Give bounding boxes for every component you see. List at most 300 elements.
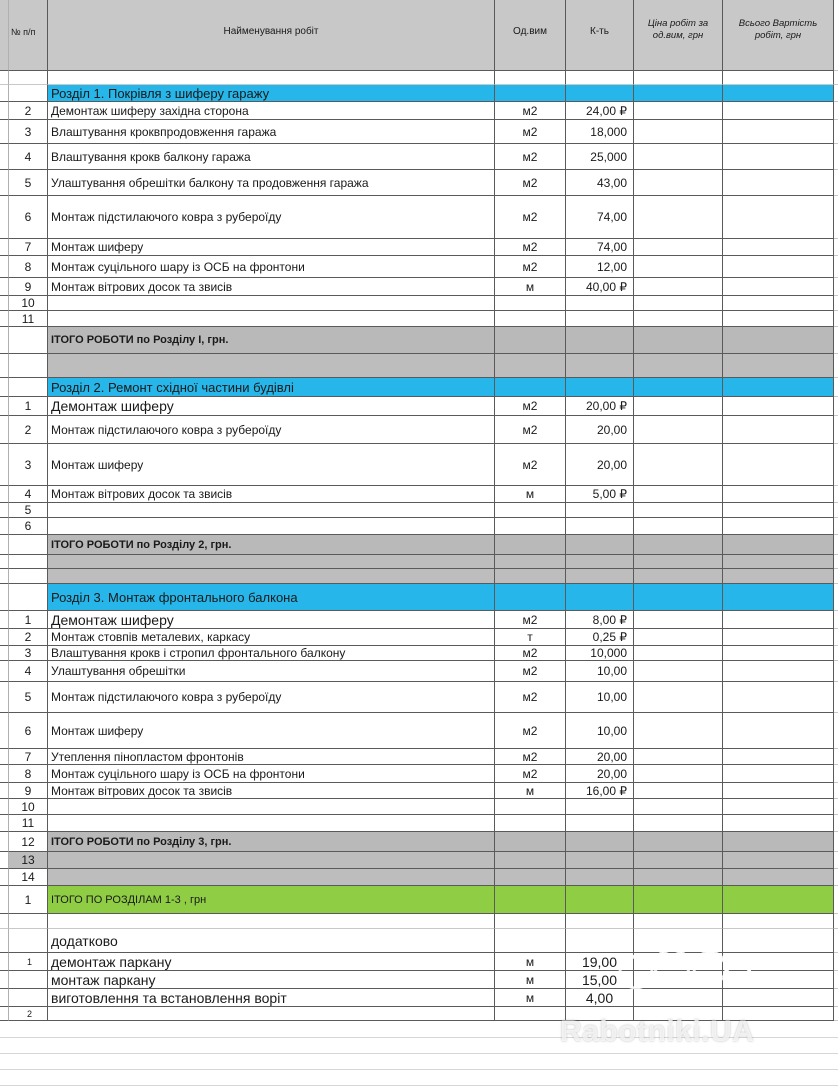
header-number[interactable]: № п/п (9, 0, 48, 71)
cell-work-name[interactable] (48, 852, 495, 869)
cell-work-name[interactable]: ІТОГО РОБОТИ по Розділу 3, грн. (48, 832, 495, 852)
cell-quantity[interactable] (566, 327, 634, 354)
header-unit-price[interactable]: Ціна робіт за од.вим, грн (634, 0, 723, 71)
cell-number[interactable]: 3 (9, 444, 48, 486)
cell-number[interactable]: 9 (9, 278, 48, 296)
cell-quantity[interactable]: 16,00 ₽ (566, 783, 634, 799)
cell-unit[interactable]: м2 (495, 239, 566, 256)
cell-unit[interactable]: м (495, 971, 566, 989)
cell-work-name[interactable]: Влаштування кроквпродовження гаража (48, 120, 495, 144)
cell-unit[interactable] (495, 886, 566, 914)
cell-work-name[interactable]: демонтаж паркану (48, 953, 495, 971)
cell-number[interactable]: 7 (9, 239, 48, 256)
cell-quantity[interactable]: 20,00 (566, 444, 634, 486)
cell-number[interactable]: 1 (9, 953, 48, 971)
cell-unit[interactable]: м2 (495, 120, 566, 144)
cell-quantity[interactable]: 20,00 (566, 765, 634, 783)
cell-unit[interactable] (495, 85, 566, 102)
cell-unit-price[interactable] (634, 555, 723, 569)
cell-unit[interactable]: м2 (495, 611, 566, 629)
cell-total-cost[interactable] (723, 85, 834, 102)
cell-unit[interactable] (495, 354, 566, 378)
cell-quantity[interactable] (566, 354, 634, 378)
cell-total-cost[interactable] (723, 102, 834, 120)
cell-total-cost[interactable] (723, 378, 834, 397)
cell-quantity[interactable] (566, 869, 634, 886)
cell-quantity[interactable] (566, 832, 634, 852)
cell-work-name[interactable]: Монтаж шиферу (48, 239, 495, 256)
cell-work-name[interactable]: Розділ 2. Ремонт східної частини будівлі (48, 378, 495, 397)
cell-unit-price[interactable] (634, 611, 723, 629)
row-gutter (0, 929, 9, 953)
cell-quantity[interactable]: 10,000 (566, 646, 634, 661)
cell-number[interactable]: 10 (9, 296, 48, 311)
cell-work-name[interactable]: Монтаж суцільного шару із ОСБ на фронтони (48, 256, 495, 278)
cell-unit-price[interactable] (634, 327, 723, 354)
cell-work-name[interactable]: Монтаж підстилаючого ковра з рубероїду (48, 196, 495, 239)
cell-unit[interactable] (495, 584, 566, 611)
cell-number[interactable]: 3 (9, 120, 48, 144)
cell-quantity[interactable]: 5,00 ₽ (566, 486, 634, 503)
cell-quantity[interactable]: 19,00 (566, 953, 634, 971)
cell-total-cost[interactable] (723, 765, 834, 783)
cell-total-cost[interactable] (723, 196, 834, 239)
cell-unit-price[interactable] (634, 378, 723, 397)
cell-unit-price[interactable] (634, 354, 723, 378)
table-row (0, 611, 838, 629)
cell-total-cost[interactable] (723, 486, 834, 503)
cell-work-name[interactable] (48, 815, 495, 832)
cell-work-name[interactable]: Монтаж суцільного шару із ОСБ на фронтони (48, 765, 495, 783)
row-gutter (0, 661, 9, 682)
row-gutter (0, 569, 9, 584)
cell-number[interactable]: 7 (9, 749, 48, 765)
cell-unit-price[interactable] (634, 852, 723, 869)
cell-total-cost[interactable] (723, 120, 834, 144)
cell-total-cost[interactable] (723, 327, 834, 354)
cell-work-name[interactable]: Улаштування обрешітки балкону та продовження гаража (48, 170, 495, 196)
header-total-cost[interactable]: Всього Вартість робіт, грн (723, 0, 834, 71)
cell-total-cost[interactable] (723, 584, 834, 611)
cell-unit[interactable]: м2 (495, 170, 566, 196)
cell-unit[interactable] (495, 799, 566, 815)
cell-work-name[interactable]: Монтаж підстилаючого ковра з рубероїду (48, 416, 495, 444)
cell-number[interactable] (9, 971, 48, 989)
cell-unit[interactable]: м2 (495, 416, 566, 444)
cell-unit-price[interactable] (634, 569, 723, 584)
empty-grid-line (0, 1053, 838, 1054)
cell-unit[interactable]: м (495, 278, 566, 296)
cell-number[interactable] (9, 354, 48, 378)
cell-work-name[interactable] (48, 555, 495, 569)
row-gutter (0, 196, 9, 239)
row-gutter (0, 354, 9, 378)
cell-number[interactable]: 6 (9, 713, 48, 749)
cell-total-cost[interactable] (723, 555, 834, 569)
table-header (0, 0, 838, 71)
cell-unit[interactable]: м (495, 953, 566, 971)
cell-unit-price[interactable] (634, 886, 723, 914)
cell-quantity[interactable]: 12,00 (566, 256, 634, 278)
cell-unit-price[interactable] (634, 486, 723, 503)
cell-unit-price[interactable] (634, 661, 723, 682)
cell-number[interactable] (9, 555, 48, 569)
row-gutter (0, 503, 9, 518)
cell-unit[interactable] (495, 71, 566, 85)
cell-unit[interactable]: м2 (495, 765, 566, 783)
cell-number[interactable]: 1 (9, 611, 48, 629)
cell-unit[interactable] (495, 815, 566, 832)
cell-number[interactable]: 12 (9, 832, 48, 852)
cell-quantity[interactable]: 8,00 ₽ (566, 611, 634, 629)
cell-unit[interactable] (495, 378, 566, 397)
cell-number[interactable]: 6 (9, 518, 48, 535)
cell-work-name[interactable]: монтаж паркану (48, 971, 495, 989)
cell-unit-price[interactable] (634, 914, 723, 929)
cell-number[interactable]: 4 (9, 486, 48, 503)
cell-unit[interactable]: м2 (495, 196, 566, 239)
cell-number[interactable] (9, 989, 48, 1007)
cell-unit-price[interactable] (634, 869, 723, 886)
table-row (0, 486, 838, 503)
cell-quantity[interactable]: 74,00 (566, 239, 634, 256)
cell-number[interactable] (9, 327, 48, 354)
cell-unit[interactable]: м2 (495, 444, 566, 486)
cell-quantity[interactable]: 20,00 ₽ (566, 397, 634, 416)
cell-unit-price[interactable] (634, 170, 723, 196)
cell-quantity[interactable] (566, 85, 634, 102)
cell-quantity[interactable]: 10,00 (566, 713, 634, 749)
cell-unit[interactable] (495, 518, 566, 535)
cell-unit[interactable]: м2 (495, 256, 566, 278)
section-row (0, 584, 838, 611)
cell-work-name[interactable]: Розділ 3. Монтаж фронтального балкона (48, 584, 495, 611)
cell-quantity[interactable] (566, 569, 634, 584)
cell-number[interactable] (9, 71, 48, 85)
cell-number[interactable]: 6 (9, 196, 48, 239)
cell-unit-price[interactable] (634, 120, 723, 144)
cell-unit[interactable] (495, 1007, 566, 1021)
cell-total-cost[interactable] (723, 535, 834, 555)
cell-quantity[interactable] (566, 584, 634, 611)
cell-quantity[interactable] (566, 503, 634, 518)
table-row (0, 120, 838, 144)
cell-number[interactable] (9, 378, 48, 397)
cell-work-name[interactable] (48, 311, 495, 327)
cell-total-cost[interactable] (723, 170, 834, 196)
cell-unit[interactable] (495, 929, 566, 953)
cell-unit-price[interactable] (634, 629, 723, 646)
cell-quantity[interactable] (566, 799, 634, 815)
cell-total-cost[interactable] (723, 611, 834, 629)
cell-work-name[interactable] (48, 71, 495, 85)
cell-total-cost[interactable] (723, 646, 834, 661)
row-gutter (0, 397, 9, 416)
table-row (0, 783, 838, 799)
cell-unit[interactable] (495, 914, 566, 929)
cell-unit[interactable] (495, 535, 566, 555)
cell-number[interactable] (9, 569, 48, 584)
cell-total-cost[interactable] (723, 749, 834, 765)
header-work-name[interactable]: Найменування робіт (48, 0, 495, 71)
cell-number[interactable]: 5 (9, 503, 48, 518)
cell-total-cost[interactable] (723, 852, 834, 869)
cell-number[interactable]: 13 (9, 852, 48, 869)
row-gutter (0, 852, 9, 869)
cell-number[interactable]: 1 (9, 397, 48, 416)
cell-unit-price[interactable] (634, 799, 723, 815)
cell-unit[interactable] (495, 569, 566, 584)
header-quantity[interactable]: К-ть (566, 0, 634, 71)
cell-unit-price[interactable] (634, 815, 723, 832)
cell-total-cost[interactable] (723, 397, 834, 416)
cell-unit[interactable]: м2 (495, 749, 566, 765)
cell-total-cost[interactable] (723, 629, 834, 646)
cell-unit-price[interactable] (634, 239, 723, 256)
cell-work-name[interactable]: Монтаж шиферу (48, 444, 495, 486)
cell-quantity[interactable]: 10,00 (566, 661, 634, 682)
cell-number[interactable] (9, 584, 48, 611)
cell-total-cost[interactable] (723, 569, 834, 584)
cell-unit-price[interactable] (634, 713, 723, 749)
cell-unit-price[interactable] (634, 832, 723, 852)
row-gutter (0, 584, 9, 611)
row-gutter (0, 765, 9, 783)
cell-quantity[interactable] (566, 518, 634, 535)
cell-work-name[interactable] (48, 869, 495, 886)
table-row (0, 629, 838, 646)
cell-number[interactable]: 8 (9, 765, 48, 783)
cell-number[interactable] (9, 535, 48, 555)
cell-unit[interactable]: м2 (495, 102, 566, 120)
cell-number[interactable]: 10 (9, 799, 48, 815)
cell-unit[interactable] (495, 311, 566, 327)
cell-work-name[interactable]: виготовлення та встановлення воріт (48, 989, 495, 1007)
cell-number[interactable]: 1 (9, 886, 48, 914)
cell-unit-price[interactable] (634, 311, 723, 327)
cell-unit[interactable] (495, 555, 566, 569)
cell-total-cost[interactable] (723, 444, 834, 486)
section-total-row (0, 327, 838, 354)
cell-quantity[interactable] (566, 914, 634, 929)
cell-number[interactable]: 2 (9, 102, 48, 120)
cell-number[interactable]: 2 (9, 629, 48, 646)
cell-unit-price[interactable] (634, 503, 723, 518)
cell-unit[interactable]: м2 (495, 682, 566, 713)
cell-quantity[interactable] (566, 886, 634, 914)
cell-total-cost[interactable] (723, 815, 834, 832)
cell-work-name[interactable]: Монтаж шиферу (48, 713, 495, 749)
cell-unit[interactable]: м2 (495, 397, 566, 416)
cell-total-cost[interactable] (723, 799, 834, 815)
cell-total-cost[interactable] (723, 354, 834, 378)
cell-number[interactable] (9, 85, 48, 102)
cell-number[interactable]: 14 (9, 869, 48, 886)
cell-work-name[interactable]: ІТОГО ПО РОЗДІЛАМ 1-3 , грн (48, 886, 495, 914)
table-row (0, 555, 838, 569)
cell-unit[interactable]: т (495, 629, 566, 646)
cell-unit[interactable]: м2 (495, 661, 566, 682)
table-row (0, 102, 838, 120)
cell-number[interactable]: 2 (9, 1007, 48, 1021)
cell-unit-price[interactable] (634, 535, 723, 555)
cell-quantity[interactable] (566, 378, 634, 397)
cell-work-name[interactable] (48, 296, 495, 311)
table-row (0, 71, 838, 85)
row-gutter (0, 783, 9, 799)
cell-quantity[interactable] (566, 535, 634, 555)
cell-unit[interactable] (495, 832, 566, 852)
cell-unit[interactable]: м (495, 486, 566, 503)
cell-unit-price[interactable] (634, 256, 723, 278)
cell-work-name[interactable]: Монтаж вітрових досок та звисів (48, 278, 495, 296)
cell-unit[interactable]: м2 (495, 144, 566, 170)
cell-unit-price[interactable] (634, 518, 723, 535)
cell-unit[interactable] (495, 852, 566, 869)
cell-quantity[interactable]: 18,000 (566, 120, 634, 144)
cell-number[interactable] (9, 929, 48, 953)
cell-work-name[interactable]: додатково (48, 929, 495, 953)
cell-work-name[interactable]: Демонтаж шиферу західна сторона (48, 102, 495, 120)
cell-work-name[interactable] (48, 1007, 495, 1021)
cell-work-name[interactable] (48, 799, 495, 815)
cell-work-name[interactable]: Монтаж стовпів металевих, каркасу (48, 629, 495, 646)
cell-work-name[interactable]: Розділ 1. Покрівля з шиферу гаражу (48, 85, 495, 102)
cell-work-name[interactable]: ІТОГО РОБОТИ по Розділу 2, грн. (48, 535, 495, 555)
row-gutter (0, 1007, 9, 1021)
cell-total-cost[interactable] (723, 239, 834, 256)
cell-work-name[interactable]: Монтаж підстилаючого ковра з рубероїду (48, 682, 495, 713)
cell-unit[interactable] (495, 296, 566, 311)
cell-quantity[interactable] (566, 555, 634, 569)
cell-quantity[interactable]: 20,00 (566, 416, 634, 444)
cell-total-cost[interactable] (723, 886, 834, 914)
cell-work-name[interactable]: Улаштування обрешітки (48, 661, 495, 682)
cell-unit-price[interactable] (634, 682, 723, 713)
cell-work-name[interactable]: Монтаж вітрових досок та звисів (48, 783, 495, 799)
cell-total-cost[interactable] (723, 503, 834, 518)
table-row (0, 444, 838, 486)
cell-unit-price[interactable] (634, 584, 723, 611)
cell-total-cost[interactable] (723, 661, 834, 682)
cell-unit-price[interactable] (634, 749, 723, 765)
cell-work-name[interactable]: Влаштування крокв і стропил фронтального балкону (48, 646, 495, 661)
cell-number[interactable] (9, 914, 48, 929)
cell-unit-price[interactable] (634, 397, 723, 416)
cell-unit[interactable] (495, 503, 566, 518)
row-gutter (0, 832, 9, 852)
cell-quantity[interactable]: 40,00 ₽ (566, 278, 634, 296)
cell-total-cost[interactable] (723, 278, 834, 296)
cell-work-name[interactable]: Монтаж вітрових досок та звисів (48, 486, 495, 503)
cell-total-cost[interactable] (723, 71, 834, 85)
table-row (0, 311, 838, 327)
cell-number[interactable]: 11 (9, 311, 48, 327)
cell-number[interactable]: 3 (9, 646, 48, 661)
cell-unit-price[interactable] (634, 71, 723, 85)
cell-quantity[interactable] (566, 815, 634, 832)
cell-unit[interactable]: м (495, 783, 566, 799)
cell-unit[interactable]: м2 (495, 646, 566, 661)
cell-unit-price[interactable] (634, 646, 723, 661)
cell-quantity[interactable] (566, 71, 634, 85)
row-gutter (0, 239, 9, 256)
cell-unit-price[interactable] (634, 416, 723, 444)
cell-unit-price[interactable] (634, 196, 723, 239)
cell-unit[interactable]: м2 (495, 713, 566, 749)
cell-work-name[interactable]: Демонтаж шиферу (48, 397, 495, 416)
cell-quantity[interactable] (566, 852, 634, 869)
cell-quantity[interactable]: 20,00 (566, 749, 634, 765)
cell-total-cost[interactable] (723, 869, 834, 886)
cell-quantity[interactable]: 15,00 (566, 971, 634, 989)
row-gutter (0, 311, 9, 327)
cell-total-cost[interactable] (723, 713, 834, 749)
cell-unit-price[interactable] (634, 278, 723, 296)
cell-number[interactable]: 4 (9, 661, 48, 682)
cell-unit-price[interactable] (634, 783, 723, 799)
cell-quantity[interactable]: 24,00 ₽ (566, 102, 634, 120)
cell-unit[interactable] (495, 327, 566, 354)
cell-quantity[interactable]: 43,00 (566, 170, 634, 196)
cell-unit-price[interactable] (634, 85, 723, 102)
cell-total-cost[interactable] (723, 518, 834, 535)
cell-work-name[interactable]: ІТОГО РОБОТИ по Розділу І, грн. (48, 327, 495, 354)
cell-work-name[interactable] (48, 518, 495, 535)
cell-unit[interactable] (495, 869, 566, 886)
cell-quantity[interactable]: 10,00 (566, 682, 634, 713)
cell-total-cost[interactable] (723, 311, 834, 327)
cell-work-name[interactable]: Демонтаж шиферу (48, 611, 495, 629)
cell-unit-price[interactable] (634, 765, 723, 783)
cell-total-cost[interactable] (723, 682, 834, 713)
cell-unit-price[interactable] (634, 144, 723, 170)
cell-unit[interactable]: м (495, 989, 566, 1007)
cell-total-cost[interactable] (723, 914, 834, 929)
cell-unit-price[interactable] (634, 444, 723, 486)
cell-quantity[interactable]: 4,00 (566, 989, 634, 1007)
cell-quantity[interactable]: 25,000 (566, 144, 634, 170)
cell-number[interactable]: 5 (9, 170, 48, 196)
cell-unit-price[interactable] (634, 296, 723, 311)
cell-number[interactable]: 9 (9, 783, 48, 799)
cell-quantity[interactable] (566, 311, 634, 327)
cell-number[interactable]: 4 (9, 144, 48, 170)
cell-number[interactable]: 5 (9, 682, 48, 713)
cell-total-cost[interactable] (723, 783, 834, 799)
cell-work-name[interactable]: Влаштування крокв балкону гаража (48, 144, 495, 170)
cell-number[interactable]: 2 (9, 416, 48, 444)
cell-number[interactable]: 8 (9, 256, 48, 278)
cell-work-name[interactable] (48, 569, 495, 584)
cell-quantity[interactable]: 74,00 (566, 196, 634, 239)
table-row (0, 852, 838, 869)
cell-quantity[interactable]: 0,25 ₽ (566, 629, 634, 646)
cell-number[interactable]: 11 (9, 815, 48, 832)
header-unit[interactable]: Од.вим (495, 0, 566, 71)
cell-work-name[interactable] (48, 914, 495, 929)
cell-work-name[interactable] (48, 503, 495, 518)
cell-quantity[interactable] (566, 296, 634, 311)
cell-total-cost[interactable] (723, 256, 834, 278)
cell-total-cost[interactable] (723, 296, 834, 311)
cell-total-cost[interactable] (723, 416, 834, 444)
cell-work-name[interactable] (48, 354, 495, 378)
cell-work-name[interactable]: Утеплення пінопластом фронтонів (48, 749, 495, 765)
cell-total-cost[interactable] (723, 832, 834, 852)
cell-total-cost[interactable] (723, 144, 834, 170)
cell-unit-price[interactable] (634, 102, 723, 120)
